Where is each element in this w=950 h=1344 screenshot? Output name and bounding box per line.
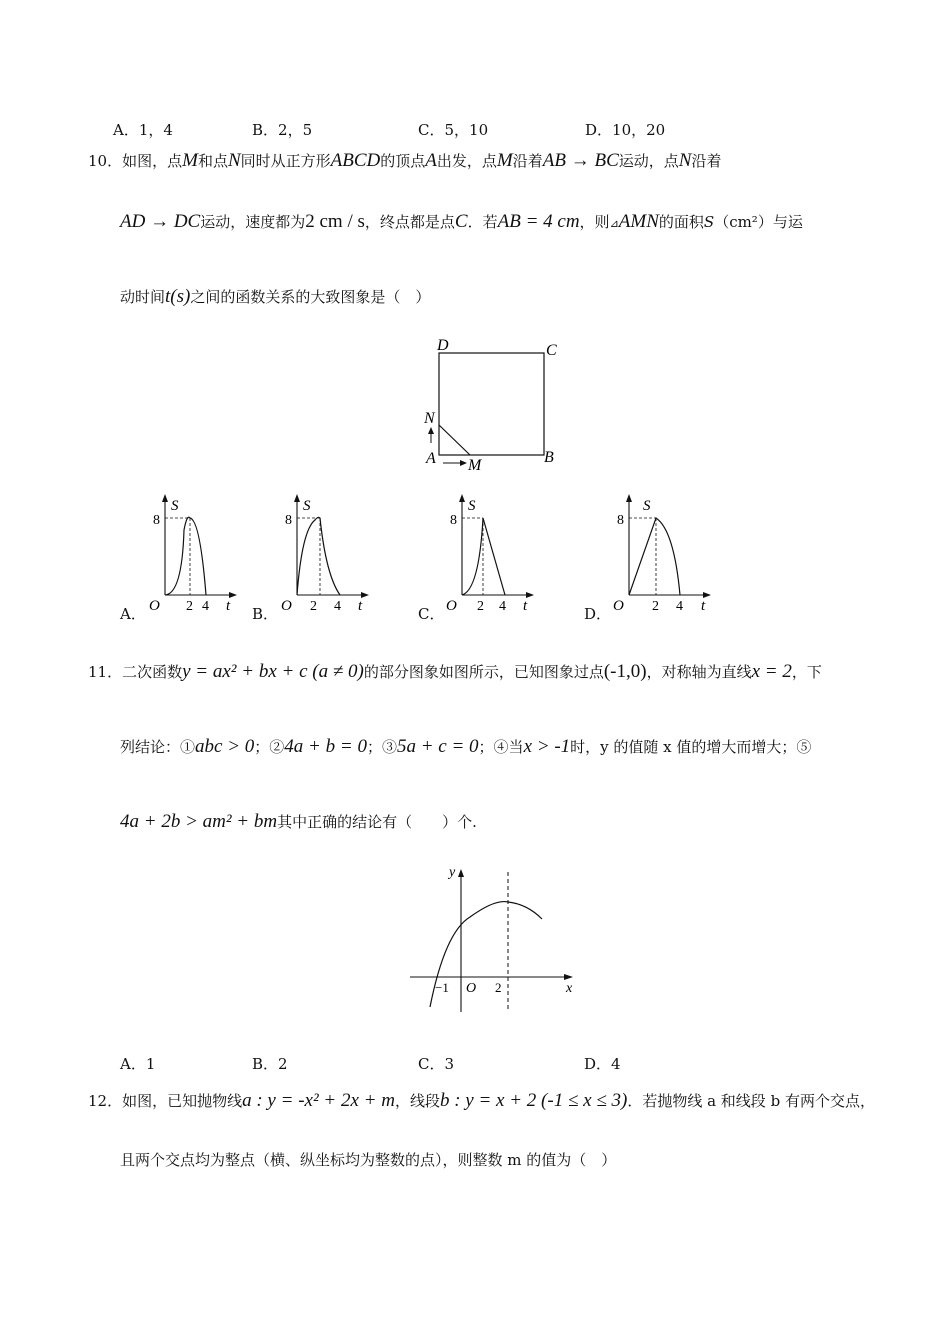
math-M: M [182,150,198,171]
svg-text:O: O [281,598,292,614]
svg-text:O: O [466,981,477,996]
svg-text:2: 2 [477,599,484,614]
option-c: C． [418,605,445,623]
q10-line-1: 10．如图，点M和点N同时从正方形ABCD的顶点A出发，点M沿着AB → BC运动，点N沿着 [88,150,722,171]
arrow-right-icon [564,974,573,980]
svg-text:2: 2 [495,980,502,995]
svg-text:O: O [613,598,624,614]
arrow-up-icon [459,494,465,502]
svg-text:y: y [449,865,456,880]
parabola-graph [405,862,585,1017]
svg-text:O: O [149,598,160,614]
question-number: 10． [88,152,123,170]
option-d: D．10，20 [585,121,666,139]
math-N: N [227,150,241,171]
math-S: S [703,213,715,231]
arrow-right-icon [229,592,237,598]
arrow-up-icon [458,869,464,877]
arrow-right-icon [526,592,534,598]
svg-text:2: 2 [186,599,193,614]
svg-text:4: 4 [676,599,683,614]
arrow-right-icon [460,460,467,466]
q12-line-1: 12．如图，已知抛物线a : y = -x² + 2x + m，线段b : y = x + 2 (-1 ≤ x ≤ 3)．若抛物线 a 和线段 b 有两个交点， [88,1090,875,1111]
label-a: A [426,450,436,467]
svg-text:x: x [566,981,573,996]
label-c: C [546,342,557,359]
svg-text:S: S [643,498,651,514]
math-segment-b: b : y = x + 2 (-1 ≤ x ≤ 3) [439,1090,628,1111]
svg-text:8: 8 [617,513,624,528]
math-path-ad-dc: AD → DC [120,211,201,232]
question-number: 12． [88,1092,123,1110]
math-ABCD: ABCD [330,150,381,171]
curve [462,518,505,595]
svg-text:S: S [171,498,179,514]
math-quadratic: y = ax² + bx + c (a ≠ 0) [182,661,364,682]
svg-text:4: 4 [202,599,209,614]
graph-option-c [437,490,537,615]
math-t: t(s) [165,286,191,307]
curve [165,517,206,595]
arrow-up-icon [626,494,632,502]
svg-text:−1: −1 [435,980,449,995]
curve [297,517,340,595]
math-c4: x > -1 [523,736,571,757]
svg-text:t: t [523,598,528,614]
math-axis: x = 2 [751,661,792,682]
math-N: N [678,150,692,171]
math-c3: 5a + c = 0 [396,736,479,757]
option-a: A． [120,605,146,623]
graph-option-b [272,490,372,615]
q11-line-1: 11．二次函数y = ax² + bx + c (a ≠ 0)的部分图象如图所示，已知图象过点(-1,0)，对称轴为直线x = 2，下 [88,661,822,682]
math-c2: 4a + b = 0 [284,736,367,757]
svg-text:2: 2 [652,599,659,614]
option-a: A．1，4 [113,121,173,139]
question-number: 11． [88,663,123,681]
math-M: M [496,150,513,171]
math-AMN: AMN [618,211,659,232]
label-b: B [544,449,554,466]
math-ab-length: AB = 4 cm [497,211,580,232]
math-point: (-1,0) [603,661,647,682]
svg-text:t: t [226,598,231,614]
arrow-up-icon [294,494,300,502]
option-b: B．2，5 [252,121,313,139]
svg-text:2: 2 [310,599,317,614]
math-A: A [425,150,437,171]
math-parabola-a: a : y = -x² + 2x + m [242,1090,395,1111]
svg-text:8: 8 [450,513,457,528]
math-c5: 4a + 2b > am² + bm [120,811,278,832]
math-speed: 2 cm / s [305,211,365,232]
svg-text:S: S [303,498,311,514]
arrow-right-icon [361,592,369,598]
math-c1: abc > 0 [195,736,255,757]
label-m: M [468,457,482,474]
svg-text:4: 4 [499,599,506,614]
graph-option-a [140,490,240,615]
triangle-icon: ⊿ [609,217,619,230]
label-d: D [437,337,449,354]
svg-text:O: O [446,598,457,614]
option-b: B． [252,605,279,623]
svg-text:S: S [468,498,476,514]
option-c: C．3 [418,1055,455,1073]
arrow-up-icon [162,494,168,502]
option-d: D． [584,605,612,623]
math-C: C [454,211,468,232]
segment-mn [439,425,470,455]
svg-text:8: 8 [153,513,160,528]
label-n: N [424,410,435,427]
arrow-up-icon [428,427,434,434]
curve [629,518,680,595]
math-path-ab-bc: AB → BC [542,150,619,171]
option-b: B．2 [252,1055,288,1073]
option-a: A．1 [120,1055,156,1073]
q11-line-2: 列结论：①abc > 0；②4a + b = 0；③5a + c = 0；④当x > -1时，y 的值随 x 值的增大而增大；⑤ [120,736,812,757]
square-figure [420,335,570,475]
svg-text:t: t [701,598,706,614]
q10-line-2: AD → DC运动，速度都为2 cm / s，终点都是点C．若AB = 4 cm，则⊿AMN的面积S（cm²）与运 [120,211,803,232]
option-c: C．5，10 [418,121,489,139]
q11-line-3: 4a + 2b > am² + bm其中正确的结论有（ ）个. [120,811,477,832]
svg-text:4: 4 [334,599,341,614]
q12-line-2: 且两个交点均为整点（横、纵坐标均为整数的点），则整数 m 的值为（ ） [120,1151,617,1169]
option-d: D．4 [584,1055,621,1073]
q10-line-3: 动时间t(s)之间的函数关系的大致图象是（ ） [120,286,431,307]
svg-text:t: t [358,598,363,614]
graph-option-d [604,490,714,615]
svg-text:8: 8 [285,513,292,528]
